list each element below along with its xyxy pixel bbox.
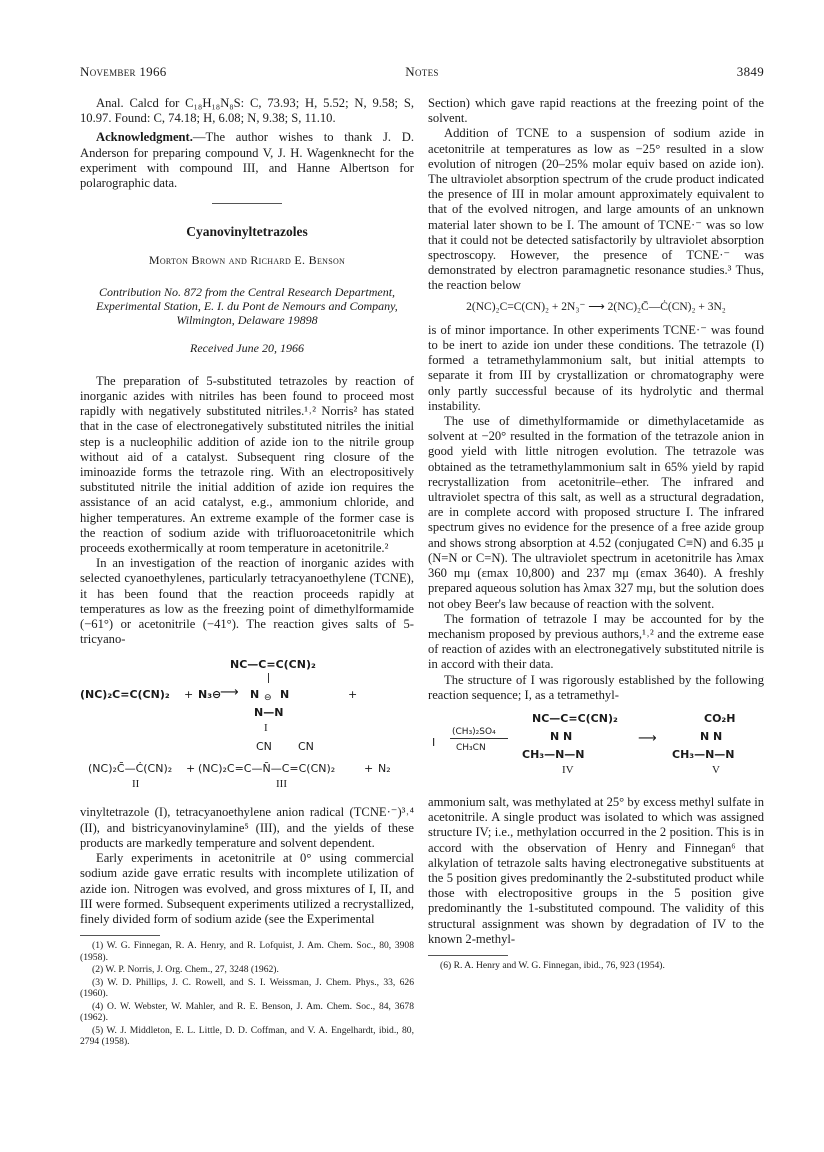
compound-v-ring: N N xyxy=(700,729,723,743)
footnote: (2) W. P. Norris, J. Org. Chem., 27, 3248 (1962). xyxy=(92,964,279,976)
paragraph: vinyltetrazole (I), tetracyanoethylene anion radical (TCNE·⁻)³˒⁴ (II), and bistricyanovinylamine⁵ (III), and the yields of these products are markedly temperature and solvent dependent. xyxy=(80,805,414,850)
contribution-note: Contribution No. 872 from the Central Research Department, Experimental Station, E. I. du Pont de Nemours and Company, Wilmington, Delaware 19898 xyxy=(96,284,398,327)
ring-bottom: N—N xyxy=(254,706,284,720)
reaction-scheme-2 xyxy=(428,711,764,785)
compound-label-III: III xyxy=(276,778,287,791)
ring-n-right: N xyxy=(280,688,290,702)
plus-sign: + xyxy=(186,762,196,776)
footnote: (3) W. D. Phillips, J. C. Rowell, and S. I. Weissman, J. Chem. Phys., 33, 626 (1960). xyxy=(80,976,414,1000)
compound-label-V: V xyxy=(712,763,720,776)
reaction-equation: 2(NC)₂C=C(CN)₂ + 2N₃⁻ ⟶ 2(NC)₂C̄—Ċ(CN)₂ + 3N₂ xyxy=(466,300,726,313)
right-column xyxy=(428,96,764,972)
article-authors: Morton Brown and Richard E. Benson xyxy=(148,253,346,268)
tcne-anion-radical: (NC)₂C̄—Ċ(CN)₂ xyxy=(88,762,173,776)
paragraph: Section) which gave rapid reactions at the freezing point of the solvent. xyxy=(428,96,764,126)
footnotes xyxy=(80,940,414,1048)
paragraph: The use of dimethylformamide or dimethylacetamide as solvent at −20° resulted in the formation of the tetrazole anion in good yield with little nitrogen evolution. The tetrazole was obtained as the tetramethylammonium salt in 65% yield by rapid recrystallization from acetonitrile–ether. The infrared and ultraviolet spectra of this salt, as well as a structural degradation, are in complete accord with proposed structure I. The infrared spectrum gives no evidence for the presence of a free azide group and shows strong absorption at 4.52 (conjugated C≡N) and 6.35 μ (N=N or C=N). The ultraviolet spectrum in acetonitrile has λmax 360 mμ (εmax 10,800) and 237 mμ (εmax 3640). A freshly prepared aqueous solution has λmax 327 mμ, but the solution does not obey Beer's law because of reaction with the solvent. xyxy=(428,414,764,611)
analysis-line: Anal. Calcd for C₁₈H₁₈N₈S: C, 73.93; H, 5.52; N, 9.58; S, 10.97. Found: C, 74.18; H, 6.08; N, 9.38; S, 11.10. xyxy=(80,96,414,126)
acknowledgment-heading: Acknowledgment. xyxy=(96,130,193,145)
ring-n-left: N xyxy=(250,688,260,702)
footnote: (1) W. G. Finnegan, R. A. Henry, and R. Lofquist, J. Am. Chem. Soc., 80, 3908 (1958). xyxy=(80,940,414,963)
cyano-group-left: CN xyxy=(256,740,272,754)
reaction-scheme-1 xyxy=(80,657,414,797)
paragraph: Early experiments in acetonitrile at 0° using commercial sodium azide gave erratic results with incomplete utilization of azide ion. Nitrogen was evolved, and gross mixtures of I, II, and III were formed. Subsequent experiments utilized a recrystallized, finely divided form of sodium azide (see the Experimental xyxy=(80,851,414,926)
footnote: (4) O. W. Webster, W. Mahler, and R. E. Benson, J. Am. Chem. Soc., 84, 3678 (1962). xyxy=(80,1000,414,1024)
nitrogen-gas: N₂ xyxy=(378,762,391,776)
compound-iv-methyl: CH₃—N—N xyxy=(522,747,585,761)
footnote: (5) W. J. Middleton, E. L. Little, D. D. Coffman, and V. A. Engelhardt, ibid., 80, 2794 (1958). xyxy=(80,1024,414,1048)
bond-line xyxy=(268,673,269,683)
paragraph: Addition of TCNE to a suspension of sodium azide in acetonitrile at temperatures as low as −25° resulted in a slow evolution of nitrogen (20–25% molar equiv based on azide ion). The ultraviolet absorption spectrum of the crude product indicated the presence of III in molar amount approximately equivalent to that of the evolved nitrogen, and large amounts of an unknown material later shown to be I. The amount of TCNE·⁻ was so low that it could not be detected satisfactorily by ultraviolet absorption spectroscopy. However, the presence of TCNE·⁻ was demonstrated by electron paramagnetic resonance studies.³ Thus, the reaction below xyxy=(428,126,764,293)
article-title: Cyanovinyltetrazoles xyxy=(186,224,308,240)
plus-sign: + xyxy=(184,688,194,702)
plus-sign: + xyxy=(348,688,358,702)
footnote-divider xyxy=(428,955,508,956)
left-column xyxy=(80,96,414,1049)
footnote: (6) R. A. Henry and W. G. Finnegan, ibid., 76, 923 (1954). xyxy=(440,959,665,971)
azide-ion: N₃⊖ xyxy=(198,688,222,702)
compound-label-IV: IV xyxy=(562,763,574,776)
paragraph: The structure of I was rigorously established by the following reaction sequence; I, as a tetramethyl- xyxy=(428,672,764,702)
acknowledgment xyxy=(80,130,414,191)
page-number: 3849 xyxy=(736,64,764,79)
plus-sign: + xyxy=(364,762,374,776)
reaction-arrow: ⟶ xyxy=(220,685,239,701)
paragraph: The formation of tetrazole I may be accounted for by the mechanism proposed by previous authors,¹˒² and the extreme ease of reaction of azides with an electronegatively substituted nitrile is in accord with their data. xyxy=(428,611,764,672)
paragraph: ammonium salt, was methylated at 25° by excess methyl sulfate in acetonitrile. A single product was isolated to which was assigned structure IV; i.e., methylation occurred in the 2 position. This is in accord with the observation of Henry and Finnegan⁶ that alkylation of tetrazole salts having electronegative substituents at the 5 position gives predominantly the 2-substituted product while those with electropositive groups in the 5 position give predominantly the 1-substituted compound. The validity of this structural assignment was shown by degradation of IV to the known 2-methyl- xyxy=(428,794,764,946)
running-head-date: November 1966 xyxy=(80,64,167,79)
footnote-divider xyxy=(80,935,160,936)
compound-iv-ring: N N xyxy=(550,729,573,743)
reagent-dimethyl-sulfate: (CH₃)₂SO₄ xyxy=(452,726,496,737)
starting-compound-I: I xyxy=(432,735,436,749)
reagent-solvent: CH₃CN xyxy=(456,742,486,753)
ring-charge: ⊖ xyxy=(264,693,272,704)
acknowledgment-body: —The author wishes to thank J. D. Anderson for preparing compound V, J. H. Wagenknecht for the experiment with compound III, and Hanne Albertson for polarographic data. xyxy=(80,130,414,191)
compound-label-I: I xyxy=(264,722,268,735)
footnotes xyxy=(428,960,764,972)
reaction-arrow: ⟶ xyxy=(638,730,657,746)
received-date: Received June 20, 1966 xyxy=(190,340,304,355)
tricyanovinyl-substituent: NC—C=C(CN)₂ xyxy=(230,658,316,672)
paragraph: is of minor importance. In other experiments TCNE·⁻ was found to be inert to azide ion under these conditions. The tetrazole (I) formed a tetramethylammonium salt, but initial attempts to separate it from III by crystallization or chromatography were only partly successful because of its hydrolytic and thermal instability. xyxy=(428,322,764,413)
running-head xyxy=(80,64,764,82)
bistricyanovinylamine: (NC)₂C=C—N̄—C=C(CN)₂ xyxy=(198,762,336,776)
section-divider xyxy=(212,203,282,204)
reactant-tcne: (NC)₂C=C(CN)₂ xyxy=(80,688,170,702)
paragraph: In an investigation of the reaction of inorganic azides with selected cyanoethylenes, particularly tetracyanoethylene (TCNE), it has been found that the reaction proceeds rapidly at temperatures as low as the freezing point of dimethylformamide (−61°) or acetonitrile (−41°). The reaction gives salts of 5-tricyano- xyxy=(80,556,414,647)
compound-iv-substituent: NC—C=C(CN)₂ xyxy=(532,711,618,725)
running-head-section: Notes xyxy=(405,64,439,79)
cyano-group-right: CN xyxy=(298,740,314,754)
compound-v-methyl: CH₃—N—N xyxy=(672,747,735,761)
reaction-arrow-line xyxy=(450,738,508,739)
compound-label-II: II xyxy=(132,778,140,791)
compound-v-carboxyl: CO₂H xyxy=(704,711,736,725)
paragraph: The preparation of 5-substituted tetrazoles by reaction of inorganic azides with nitriles has been found to proceed most rapidly with negatively substituted nitriles.¹˒² Norris² has stated that in the case of electronegatively substituted nitriles the initial step is a nucleophilic addition of azide ion to the nitrile group without aid of a catalyst. Subsequent ring closure of the iminoazide forms the tetrazole ring. With an electropositively substituted nitrile the initial addition of azide ion requires the assistance of an acid catalyst, e.g., ammonium chloride, and higher temperatures. An extreme example of the former case is the reaction of sodium azide with trifluoroacetonitrile which proceeds exothermically at room temperature in acetonitrile.² xyxy=(80,373,414,556)
